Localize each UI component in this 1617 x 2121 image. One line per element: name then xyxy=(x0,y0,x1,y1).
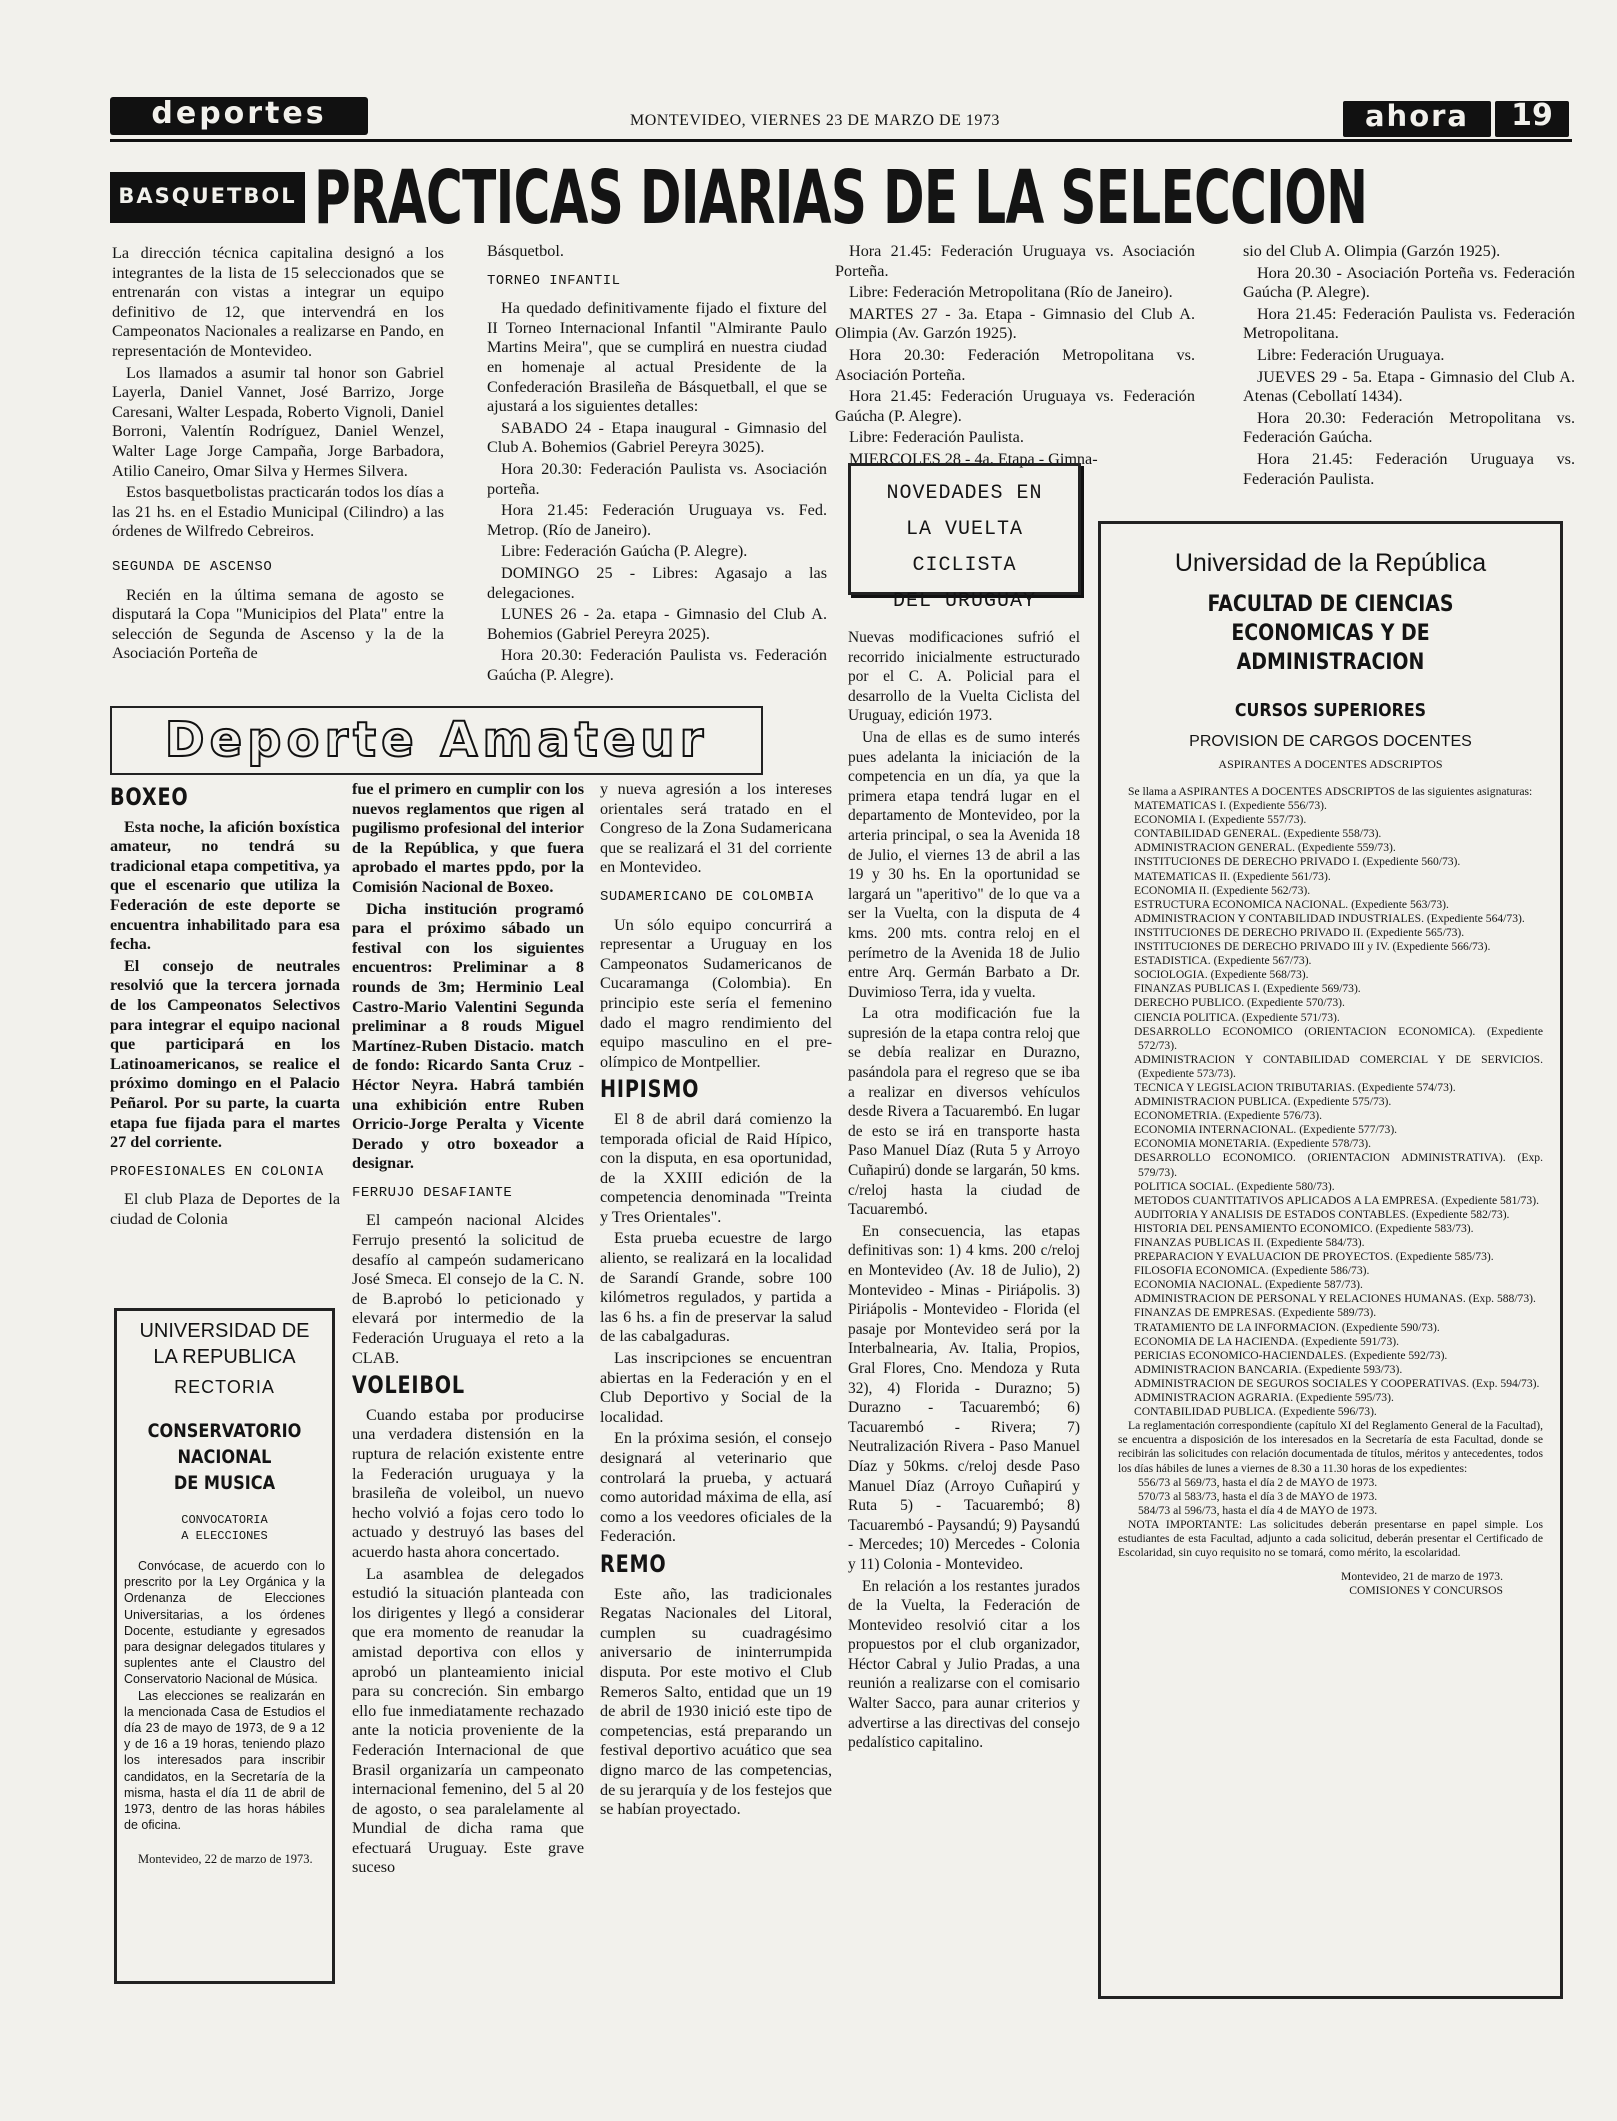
basket-paragraph: Los llamados a asumir tal honor son Gabriel Layerla, Daniel Vannet, José Barrizo, Jorge Caresani, Walter Lespada, Roberto Vignoli, Daniel Borroni, Valentín Rodríguez, Daniel Wenzel, Walter Lage Jorge Campaña, Jorge Barbadora, Atilio Caneiro, Omar Silva y Hermes Silvera. xyxy=(112,363,444,480)
facultad-signature: COMISIONES Y CONCURSOS xyxy=(1349,1584,1503,1598)
asignatura-item: AUDITORIA Y ANALISIS DE ESTADOS CONTABLES. (Expediente 582/73). xyxy=(1134,1207,1510,1221)
asignaturas-list xyxy=(1124,799,1543,1419)
asignatura-item: ECONOMIA DE LA HACIENDA. (Expediente 591/73). xyxy=(1134,1334,1400,1348)
asignatura-item: PREPARACION Y EVALUACION DE PROYECTOS. (Expediente 585/73). xyxy=(1134,1250,1494,1264)
asignatura-item: ECONOMIA NACIONAL. (Expediente 587/73). xyxy=(1134,1278,1363,1292)
facultad-nota: NOTA IMPORTANTE: Las solicitudes deberán presentarse en papel simple. Los estudiantes de esta Facultad, adjunto a cada solicitud, deberán presentar el Certificado de Escolaridad, sin cuyo requisito no se tomará, como mérito, la escolaridad. xyxy=(1118,1517,1543,1560)
conservatorio-date: Montevideo, 22 de marzo de 1973. xyxy=(138,1852,313,1867)
fixture-line: Hora 21.45: Federación Uruguaya vs. Federación Paulista. xyxy=(1243,449,1575,488)
facultad-intro: Se llama a ASPIRANTES A DOCENTES ADSCRIPTOS de las siguientes asignaturas: xyxy=(1128,785,1533,798)
asignatura-item: ECONOMETRIA. (Expediente 576/73). xyxy=(1134,1109,1323,1123)
fixture-line: Hora 20.30 - Asociación Porteña vs. Federación Gaúcha (P. Alegre). xyxy=(1243,263,1575,302)
section-title: HIPISMO xyxy=(600,1075,700,1104)
section-title: VOLEIBOL xyxy=(352,1371,465,1400)
amateur-col-3 xyxy=(600,780,832,1822)
vuelta-title-line: NOVEDADES EN xyxy=(886,482,1043,505)
asignatura-item: MATEMATICAS I. (Expediente 556/73). xyxy=(1134,799,1327,813)
asignatura-item: ADMINISTRACION Y CONTABILIDAD COMERCIAL Y DE SERVICIOS. (Expediente 573/73). xyxy=(1134,1052,1543,1080)
basket-col-1 xyxy=(112,244,444,666)
amateur-col-1 xyxy=(110,780,340,1231)
fixture-line: Hora 21.45: Federación Uruguaya vs. Fed. Metrop. (Río de Janeiro). xyxy=(487,501,827,539)
fixture-line: sio del Club A. Olimpia (Garzón 1925). xyxy=(1243,242,1501,260)
subheading: TORNEO INFANTIL xyxy=(487,272,621,289)
facultad-title: FACULTAD DE CIENCIAS xyxy=(1207,592,1454,617)
sudamericano-paragraph: Un sólo equipo concurrirá a representar a Uruguay en los Campeonatos Sudamericanos de Cucaramanga (Colombia). En principio este sería el femenino dado el magro rendimiento del equipo masculino en el pre-olímpico de Montpellier. xyxy=(600,915,832,1071)
header-rule xyxy=(110,139,1572,142)
asignatura-item: ADMINISTRACION BANCARIA. (Expediente 593/73). xyxy=(1134,1362,1403,1376)
plazo-line: 584/73 al 596/73, hasta el día 4 de MAYO de 1973. xyxy=(1138,1503,1378,1517)
asignatura-item: PERICIAS ECONOMICO-HACIENDALES. (Expediente 592/73). xyxy=(1134,1348,1448,1362)
asignatura-item: MATEMATICAS II. (Expediente 561/73). xyxy=(1134,869,1331,883)
subheading: SUDAMERICANO DE COLOMBIA xyxy=(600,888,814,905)
asignatura-item: INSTITUCIONES DE DERECHO PRIVADO II. (Expediente 565/73). xyxy=(1134,925,1465,939)
facultad-title: ECONOMICAS Y DE xyxy=(1231,621,1430,646)
fixture-line: LUNES 26 - 2a. etapa - Gimnasio del Club A. Bohemios (Gabriel Pereyra 2025). xyxy=(487,605,827,643)
facultad-provision: PROVISION DE CARGOS DOCENTES xyxy=(1189,733,1472,750)
dateline: MONTEVIDEO, VIERNES 23 DE MARZO DE 1973 xyxy=(630,112,1000,129)
brand-logo-text: ahora xyxy=(1364,99,1469,133)
conservatorio-uni: UNIVERSIDAD DE xyxy=(139,1320,310,1342)
fixture-line: Hora 20.30: Federación Metropolitana vs. Asociación Porteña. xyxy=(835,345,1195,384)
subheading: FERRUJO DESAFIANTE xyxy=(352,1184,513,1201)
asignatura-item: SOCIOLOGIA. (Expediente 568/73). xyxy=(1134,968,1309,982)
fixture-line: MARTES 27 - 3a. Etapa - Gimnasio del Club A. Olimpia (Av. Garzón 1925). xyxy=(835,304,1195,343)
asignatura-item: ADMINISTRACION AGRARIA. (Expediente 595/73). xyxy=(1134,1391,1394,1405)
plazo-line: 570/73 al 583/73, hasta el día 3 de MAYO de 1973. xyxy=(1138,1489,1378,1503)
plazo-line: 556/73 al 569/73, hasta el día 2 de MAYO de 1973. xyxy=(1138,1475,1378,1489)
facultad-title: ADMINISTRACION xyxy=(1236,650,1425,675)
asignatura-item: ADMINISTRACION GENERAL. (Expediente 559/73). xyxy=(1134,841,1396,855)
facultad-university: Universidad de la República xyxy=(1174,549,1487,577)
asignatura-item: ECONOMIA INTERNACIONAL. (Expediente 577/73). xyxy=(1134,1123,1398,1137)
hipismo-paragraph: El 8 de abril dará comienzo la temporada oficial de Raid Hípico, con la disputa, en esa oportunidad, de la XXIII edición de la competencia denominada "Treinta y Tres Orientales". xyxy=(600,1109,832,1226)
asignatura-item: FINANZAS PUBLICAS II. (Expediente 584/73). xyxy=(1134,1236,1365,1249)
fixture-line: Libre: Federación Uruguaya. xyxy=(1257,345,1445,364)
conservatorio-paragraph: Las elecciones se realizarán en la mencionada Casa de Estudios el día 23 de mayo de 1973, de 9 a 12 y de 16 a 19 horas, teniendo plazo los interesados para inscribir candidatos, en la Secretaría de la misma, hasta el día 11 de abril de 1973, dentro de las horas hábiles de oficina. xyxy=(124,1688,325,1833)
conservatorio-title: DE MUSICA xyxy=(173,1472,276,1494)
asignatura-item: ESTRUCTURA ECONOMICA NACIONAL. (Expediente 563/73). xyxy=(1134,897,1449,911)
facultad-content xyxy=(1118,548,1543,1598)
facultad-date: Montevideo, 21 de marzo de 1973. xyxy=(1341,1570,1503,1584)
asignatura-item: FINANZAS PUBLICAS I. (Expediente 569/73). xyxy=(1134,982,1361,996)
section-title: BOXEO xyxy=(110,783,189,811)
fixture-line: Libre: Federación Gaúcha (P. Alegre). xyxy=(501,542,748,561)
basket-paragraph: Recién en la última semana de agosto se disputará la Copa "Municipios del Plata" entre la selección de Segunda de Ascenso y la de la Asociación Porteña de xyxy=(112,585,444,663)
fixture-line: Hora 20.30: Federación Paulista vs. Federación Gaúcha (P. Alegre). xyxy=(487,646,827,684)
kicker: BASQUETBOL xyxy=(118,184,297,208)
hipismo-paragraph: Esta prueba ecuestre de largo aliento, se realizará en la localidad de Sarandí Grande, sobre 100 kilómetros regulados, y partida a las 6 hs. a fin de preservar la salud de las cabalgaduras. xyxy=(600,1229,832,1346)
section-label-text: deportes xyxy=(151,96,327,131)
subheading: PROFESIONALES EN COLONIA xyxy=(110,1163,324,1180)
asignatura-item: FILOSOFIA ECONOMICA. (Expediente 586/73). xyxy=(1134,1264,1370,1278)
vuelta-paragraph: En relación a los restantes jurados de la Vuelta, la Federación de Montevideo resolvió citar a los propuestos por el club organizador, Héctor Cabral y Julio Pradas, a una reunión a realizarse con el comisario Walter Sacco, para aunar criterios y advertirse a las directivas del consejo pedalístico capitalino. xyxy=(848,1577,1080,1752)
fixture-line: JUEVES 29 - 5a. Etapa - Gimnasio del Club A. Atenas (Cebollatí 1434). xyxy=(1243,367,1575,406)
fixture-line: Hora 21.45: Federación Uruguaya vs. Asociación Porteña. xyxy=(835,242,1195,280)
fixture-line: Hora 21.45: Federación Uruguaya vs. Federación Gaúcha (P. Alegre). xyxy=(835,387,1195,425)
conservatorio-content xyxy=(124,1318,325,1867)
asignatura-item: ESTADISTICA. (Expediente 567/73). xyxy=(1134,954,1312,968)
asignatura-item: INSTITUCIONES DE DERECHO PRIVADO I. (Expediente 560/73). xyxy=(1134,855,1461,869)
conservatorio-rectoria: RECTORIA xyxy=(174,1377,275,1397)
boxeo-paragraph: Esta noche, la afición boxística amateur, no tendrá su tradicional etapa competitiva, ya que el escenario que utiliza la Federación de este deporte se encuentra inhabilitado para esa fecha. xyxy=(110,817,340,954)
asignatura-item: CONTABILIDAD PUBLICA. (Expediente 596/73). xyxy=(1134,1405,1377,1419)
conservatorio-title: NACIONAL xyxy=(177,1446,272,1468)
hipismo-paragraph: Las inscripciones se encuentran abiertas en la Federación y en el Club Deportivo y Social de la localidad. xyxy=(600,1349,832,1426)
fixture-line: Hora 21.45: Federación Paulista vs. Federación Metropolitana. xyxy=(1243,304,1575,343)
vuelta-article xyxy=(848,628,1080,1755)
vuelta-paragraph: Una de ellas es de sumo interés pues adelanta la iniciación de la competencia en un día, ya que la primera etapa tendrá lugar en el departamento de Montevideo, por la arteria principal, o sea la Avenida 18 de Julio, el viernes 13 de abril a las 19 y 30 hs. En la oportunidad se largará un "aperitivo" de lo que va a ser la Vuelta, con la disputa de 4 kms. 200 mts. contra reloj en el perímetro de la Avenida 18 de Julio entre Arq. Germán Barbato a Dr. Duvimioso Terra, ida y vuelta. xyxy=(848,728,1080,1001)
hipismo-paragraph: En la próxima sesión, el consejo designará al veterinario que controlará la prueba, y actuará como autoridad máxima de ella, así como a los veedores oficiales de la Federación. xyxy=(600,1429,832,1546)
asignatura-item: DESARROLLO ECONOMICO. (ORIENTACION ADMINISTRATIVA). (Exp. 579/73). xyxy=(1134,1151,1543,1179)
asignatura-item: ADMINISTRACION DE PERSONAL Y RELACIONES HUMANAS. (Exp. 588/73). xyxy=(1134,1292,1536,1306)
conservatorio-convocatoria: CONVOCATORIA xyxy=(181,1513,268,1527)
asignatura-item: ECONOMIA I. (Expediente 557/73). xyxy=(1134,813,1307,827)
headline: PRACTICAS DIARIAS DE LA SELECCION xyxy=(314,155,1368,241)
basket-paragraph: La dirección técnica capitalina designó a los integrantes de la lista de 15 seleccionados que se entrenarán con vistas a integrar un equipo definitivo de 12, que intervendrá en los Campeonatos Nacionales a realizarse en Pando, en representación de Montevideo. xyxy=(112,244,444,360)
asignatura-item: ECONOMIA II. (Expediente 562/73). xyxy=(1134,883,1311,897)
section-title: REMO xyxy=(600,1549,667,1578)
fixture-line: Libre: Federación Metropolitana (Río de Janeiro). xyxy=(849,283,1173,302)
facultad-cursos: CURSOS SUPERIORES xyxy=(1234,700,1427,721)
conservatorio-paragraph: Convócase, de acuerdo con lo prescrito por la Ley Orgánica y la Ordenanza de Elecciones Universitarias, a los órdenes Docente, estudiante y egresados para designar delegados titulares y suplentes ante el Claustro del Conservatorio Nacional de Música. xyxy=(124,1559,325,1687)
fixture-line: MIERCOLES 28 - 4a. Etapa - Gimna- xyxy=(849,449,1098,468)
amateur-col-2 xyxy=(352,780,584,1880)
asignatura-item: TECNICA Y LEGISLACION TRIBUTARIAS. (Expediente 574/73). xyxy=(1134,1080,1456,1094)
asignatura-item: INSTITUCIONES DE DERECHO PRIVADO III y IV. (Expediente 566/73). xyxy=(1134,940,1491,954)
fixture-line: Hora 20.30: Federación Metropolitana vs. Federación Gaúcha. xyxy=(1243,408,1575,447)
conservatorio-convocatoria: A ELECCIONES xyxy=(181,1529,268,1543)
basket-col-2 xyxy=(487,242,827,687)
asignatura-item: TRATAMIENTO DE LA INFORMACION. (Expediente 590/73). xyxy=(1134,1320,1440,1334)
asignatura-item: CONTABILIDAD GENERAL. (Expediente 558/73). xyxy=(1134,827,1382,841)
facultad-aspirantes: ASPIRANTES A DOCENTES ADSCRIPTOS xyxy=(1218,757,1443,771)
asignatura-item: ADMINISTRACION DE SEGUROS SOCIALES Y COOPERATIVAS. (Exp. 594/73). xyxy=(1134,1376,1540,1390)
facultad-reglamentacion: La reglamentación correspondiente (capítulo XI del Reglamento General de la Facultad), se encuentra a disposición de los interesados en la Secretaría de esta Facultad, donde se recibirán las solicitudes con relación documentada de títulos, méritos y antecedentes, todos los días hábiles de lunes a viernes de 8.30 a 11.30 horas de los expedientes: xyxy=(1118,1419,1543,1475)
vuelta-paragraph: La otra modificación fue la supresión de la etapa contra reloj que se debía realizar en Durazno, pasándola para el regreso que se iba a realizar en diversos vehículos desde Rivera a Tacuarembó. En lugar de esto se irá en transporte hasta Paso Manuel Díaz (Ruta 5 y Arroyo Cuñapirú) donde se largarán, 50 kms. c/reloj hasta la ciudad de Tacuarembó. xyxy=(848,1005,1080,1219)
vuelta-title-line: LA VUELTA CICLISTA xyxy=(905,518,1024,577)
remo-paragraph: Este año, las tradicionales Regatas Nacionales del Litoral, cumplen su cuadragésimo aniversario de ininterrumpida disputa. Por este motivo el Club Remeros Salto, entidad que un 19 de abril de 1930 inició este tipo de competencias, está preparando un festival deportivo acuático que sea digno marco de las competencias, de su jerarquía y de los festejos que se habían proyectado. xyxy=(600,1584,832,1819)
vuelta-title-line: DEL URUGUAY xyxy=(892,590,1037,613)
subheading: SEGUNDA DE ASCENSO xyxy=(112,558,273,575)
asignatura-item: ECONOMIA MONETARIA. (Expediente 578/73). xyxy=(1134,1137,1372,1151)
boxeo-paragraph: Dicha institución programó para el próximo sábado un festival con los siguientes encuentros: Preliminar a 8 rounds de 3m; Herminio Leal Castro-Mario Valentini Segunda preliminar a 8 rouds Miguel Martínez-Ruben Distacio. match de fondo: Ricardo Santa Cruz - Héctor Neyra. Habrá también una exhibición entre Ruben Orricio-Jorge Peralta y Vicente Derado y otro boxeador a designar. xyxy=(352,899,584,1173)
asignatura-item: ADMINISTRACION PUBLICA. (Expediente 575/73). xyxy=(1134,1095,1392,1109)
fixture-line: DOMINGO 25 - Libres: Agasajo a las delegaciones. xyxy=(487,563,827,602)
voleibol-paragraph: La asamblea de delegados estudió la situación planteada con los dirigentes y llegó a considerar que era momento de reanudar la amistad deportiva con ellos y aprobó un planteamiento inicial para su concreción. Sin embargo ello fue inmediatamente rechazado ante la noticia proveniente de la Federación Internacional de que Brasil organizaría un campeonato internacional femenino, del 5 al 20 de agosto, o sea paralelamente al Mundial de dicha rama que efectuará Uruguay. Este grave suceso xyxy=(352,1564,584,1877)
fixture-line: SABADO 24 - Etapa inaugural - Gimnasio del Club A. Bohemios (Gabriel Pereyra 3025). xyxy=(487,418,827,457)
asignatura-item: HISTORIA DEL PENSAMIENTO ECONOMICO. (Expediente 583/73). xyxy=(1134,1221,1474,1235)
basket-paragraph: Básquetbol. xyxy=(487,242,564,260)
fixture-line: Hora 20.30: Federación Paulista vs. Asociación porteña. xyxy=(487,459,827,498)
conservatorio-title: CONSERVATORIO xyxy=(147,1420,302,1442)
asignatura-item: METODOS CUANTITATIVOS APLICADOS A LA EMPRESA. (Expediente 581/73). xyxy=(1134,1193,1539,1207)
conservatorio-uni: LA REPUBLICA xyxy=(153,1346,296,1368)
asignatura-item: CIENCIA POLITICA. (Expediente 571/73). xyxy=(1134,1010,1340,1024)
basket-col-4 xyxy=(1243,242,1575,491)
amateur-banner-text: Deporte Amateur xyxy=(164,712,709,768)
vuelta-title xyxy=(848,476,1081,620)
facultad-body xyxy=(1118,785,1543,1598)
asignatura-item: DERECHO PUBLICO. (Expediente 570/73). xyxy=(1134,996,1345,1010)
voleibol-paragraph: Cuando estaba por producirse una verdadera distensión en la ruptura de relación existente entre la Federación uruguaya y la brasileña de voleibol, un nuevo hecho volvió a fojas cero todo lo actuado y destruyó las bases del acuerdo hasta ahora concertado. xyxy=(352,1405,584,1561)
basket-col-3 xyxy=(835,242,1195,472)
asignatura-item: POLITICA SOCIAL. (Expediente 580/73). xyxy=(1134,1179,1335,1193)
vuelta-paragraph: Nuevas modificaciones sufrió el recorrido inicialmente estructurado por el C. A. Policial para el desarrollo de la Vuelta Ciclista del Uruguay, edición 1973. xyxy=(848,629,1080,725)
asignatura-item: FINANZAS DE EMPRESAS. (Expediente 589/73). xyxy=(1134,1306,1377,1320)
voleibol-paragraph: y nueva agresión a los intereses orientales será tratado en el Congreso de la Zona Sudamericana que se realizará el 31 del corriente en Montevideo. xyxy=(600,780,832,877)
fixture-line: Libre: Federación Paulista. xyxy=(849,428,1024,447)
basket-paragraph: Estos basquetbolistas practicarán todos los días a las 21 hs. en el Estadio Municipal (Cilindro) a las órdenes de Wilfredo Cebreiros. xyxy=(112,483,444,541)
fixture-line: Ha quedado definitivamente fijado el fixture del II Torneo Internacional Infantil "Almirante Paulo Martins Meira", que se cumplirá en nuestra ciudad en homenaje al actual Presidente de la Confederación Brasileña de Básquetball, el que se ajustará a los siguientes detalles: xyxy=(487,299,827,416)
asignatura-item: ADMINISTRACION Y CONTABILIDAD INDUSTRIALES. (Expediente 564/73). xyxy=(1134,911,1525,925)
ferrujo-paragraph: El campeón nacional Alcides Ferrujo presentó la solicitud de desafío al campeón sudamericano José Smeca. El consejo de la C. N. de B.aprobó lo peticionado y elevará por intermedio de la Federación Uruguaya el reto a la CLAB. xyxy=(352,1211,584,1367)
boxeo-paragraph: El consejo de neutrales resolvió que la tercera jornada de los Campeonatos Selectivos para integrar el equipo nacional que participará en los Latinoamericanos, se realice el próximo domingo en el Palacio Peñarol. Por su parte, la cuarta etapa fue fijada para el martes 27 del corriente. xyxy=(110,956,340,1152)
boxeo-paragraph: El club Plaza de Deportes de la ciudad de Colonia xyxy=(110,1190,340,1228)
vuelta-paragraph: En consecuencia, las etapas definitivas son: 1) 4 kms. 200 c/reloj en Montevideo (Av. 18 de Julio), 2) Montevideo - Minas - Piriápolis. 3) Piriápolis - Montevideo - Florida (el pasaje por Montevideo será por la Interbalnearia, Av. Italia, Propios, Gral Flores, Cno. Mendoza y Ruta 32), 4) Florida - Durazno; 5) Durazno - Tacuarembó; 6) Tacuarembó - Rivera; 7) Neutralización Rivera - Paso Manuel Díaz y 50kms. c/reloj desde Paso Manuel Díaz (Arroyo Cuñapirú y Ruta 5) - Tacuarembó; 8) Tacuarembó - Paysandú; 9) Paysandú - Mercedes; 10) Mercedes - Colonia y 11) Colonia - Montevideo. xyxy=(848,1222,1080,1573)
page-number-text: 19 xyxy=(1511,98,1553,133)
boxeo-paragraph: fue el primero en cumplir con los nuevos reglamentos que rigen al pugilismo profesional del interior de la República, y que fuera aprobado el martes ppdo, por la Comisión Nacional de Boxeo. xyxy=(352,780,584,896)
asignatura-item: DESARROLLO ECONOMICO (ORIENTACION ECONOMICA). (Expediente 572/73). xyxy=(1134,1024,1543,1052)
